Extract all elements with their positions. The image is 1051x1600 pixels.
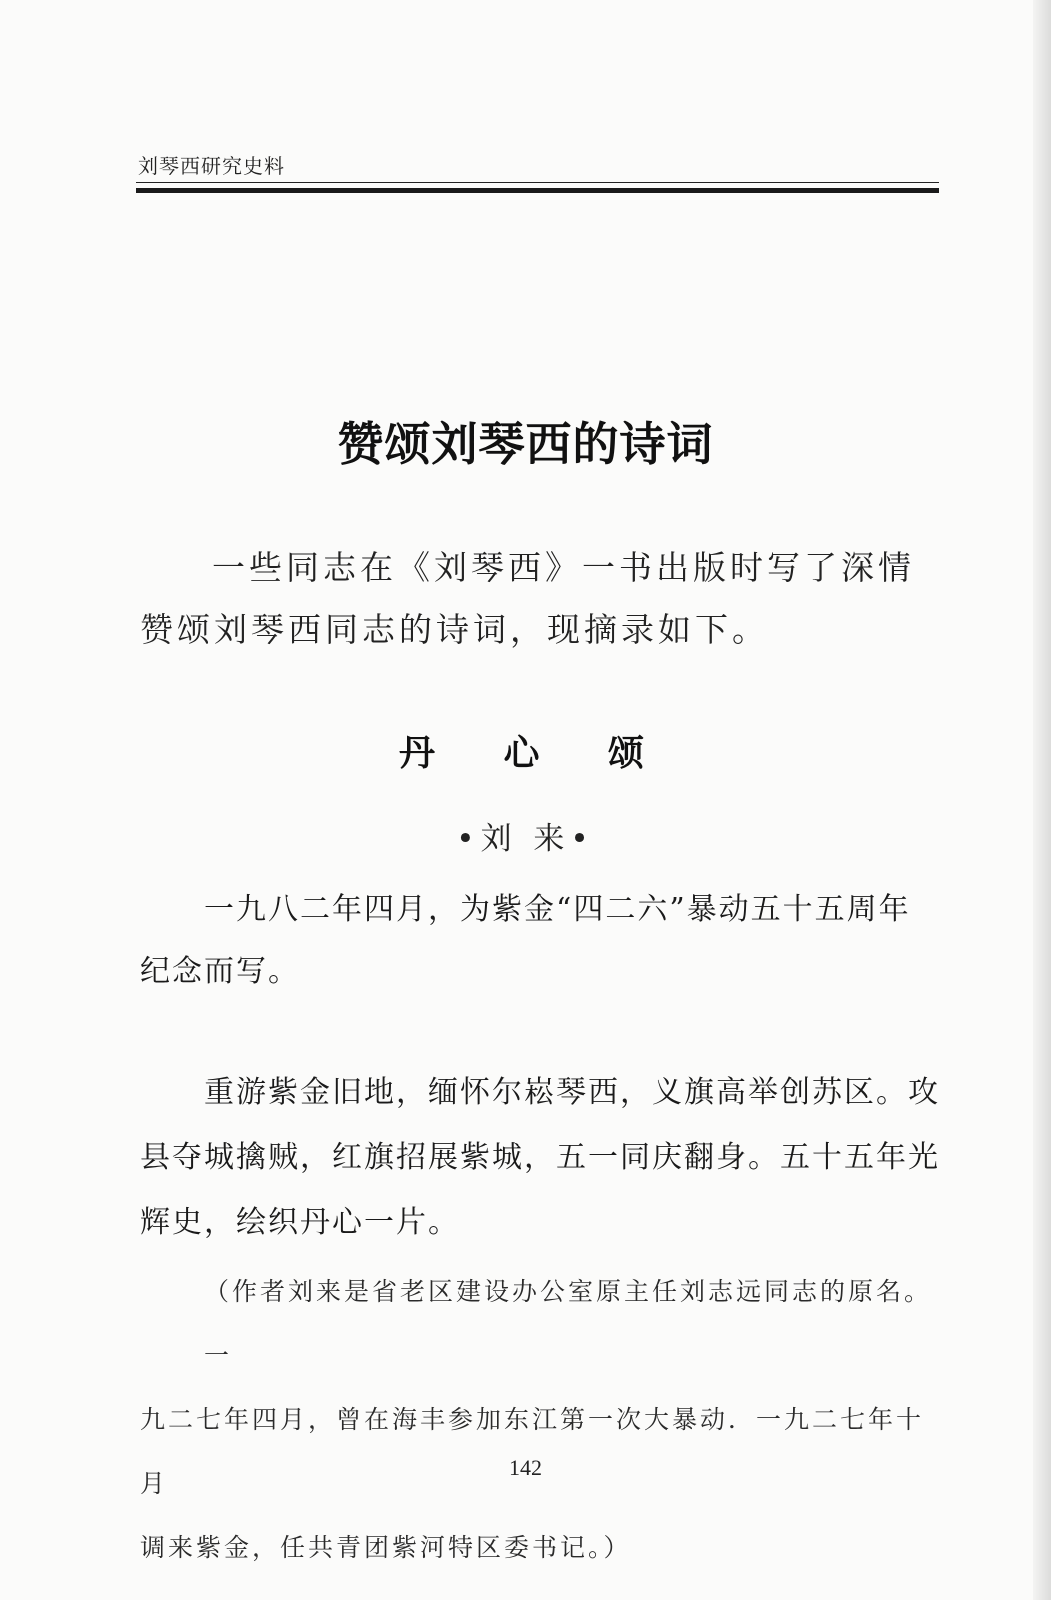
poem-title: 丹 心 颂	[398, 733, 653, 774]
intro-line: 一些同志在《刘琴西》一书出版时写了深情	[212, 548, 915, 587]
intro-paragraph	[140, 537, 940, 661]
header-rule-thin	[136, 182, 939, 183]
preface-line: 纪念而写。	[140, 954, 300, 989]
poem-body-line: 重游紫金旧地，缅怀尔崧琴西，义旗高举创苏区。攻	[204, 1075, 940, 1110]
header-rule-thick	[136, 188, 939, 193]
note-line: 调来紫金，任共青团紫河特区委书记。）	[140, 1533, 632, 1562]
page-title: 赞颂刘琴西的诗词	[337, 417, 714, 471]
note-line: 九二七年四月，曾在海丰参加东江第一次大暴动．一九二七年十月	[140, 1405, 925, 1498]
poem-body	[140, 1060, 940, 1255]
note-line: （作者刘来是省老区建设办公室原主任刘志远同志的原名。一	[204, 1277, 933, 1370]
author-note	[140, 1260, 940, 1580]
running-head: 刘琴西研究史料	[138, 154, 285, 178]
page-number: 142	[509, 1455, 542, 1480]
preface-line: 一九八二年四月，为紫金“四二六”暴动五十五周年	[204, 892, 911, 927]
poem-preface	[140, 879, 940, 1003]
poem-body-line: 辉史，绘织丹心一片。	[140, 1205, 460, 1240]
page-edge-shadow	[1033, 0, 1051, 1600]
poem-body-line: 县夺城擒贼，红旗招展紫城，五一同庆翻身。五十五年光	[140, 1140, 940, 1175]
poem-author: •刘 来•	[456, 821, 595, 857]
intro-line: 赞颂刘琴西同志的诗词，现摘录如下。	[140, 610, 769, 649]
